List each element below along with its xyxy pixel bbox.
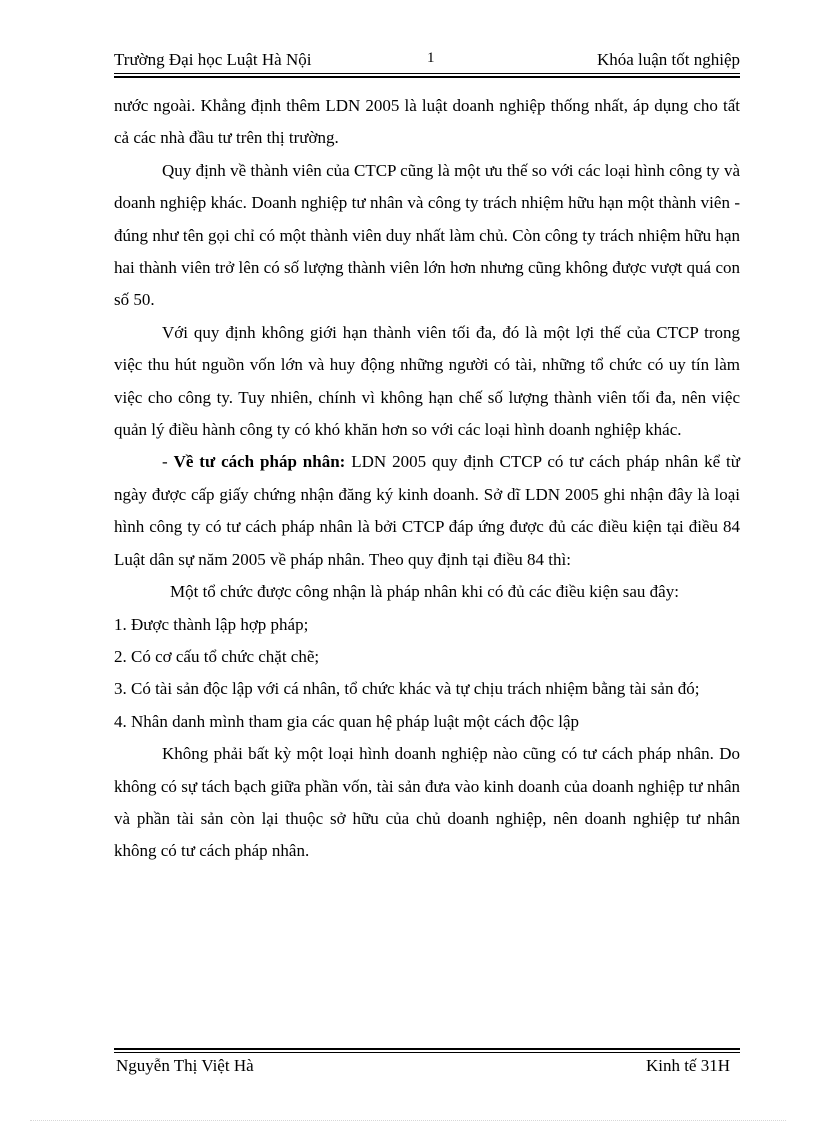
header-page-number: 1 bbox=[427, 50, 435, 66]
paragraph-2: Quy định về thành viên của CTCP cũng là một ưu thế so với các loại hình công ty và doanh nghiệp khác. Doanh nghiệp tư nhân và công ty trách nhiệm hữu hạn một thành viên - đúng như tên gọi chỉ có một thành viên duy nhất làm chủ. Còn công ty trách nhiệm hữu hạn hai thành viên trở lên có số lượng thành viên lớn hơn nhưng cũng không được vượt quá con số 50. bbox=[114, 160, 740, 310]
footer-author: Nguyễn Thị Việt Hà bbox=[116, 1056, 254, 1075]
paragraph-4-text: LDN 2005 quy định CTCP có tư cách pháp nhân kể từ ngày được cấp giấy chứng nhận đăng ký kinh doanh. Sở dĩ LDN 2005 ghi nhận đây là loại hình công ty có tư cách pháp nhân là bởi CTCP đáp ứng được đủ các điều kiện tại điều 84 Luật dân sự năm 2005 về pháp nhân. Theo quy định tại điều 84 thì: bbox=[114, 452, 740, 569]
footer-class: Kinh tế 31H bbox=[645, 1056, 730, 1075]
list-item-4: 4. Nhân danh mình tham gia các quan hệ pháp luật một cách độc lập bbox=[114, 711, 579, 731]
paragraph-4-heading: Về tư cách pháp nhân: bbox=[173, 452, 346, 472]
header-university: Trường Đại học Luật Hà Nội bbox=[114, 50, 312, 69]
footer-rule-thick bbox=[114, 1048, 740, 1050]
header-rule-thick bbox=[114, 76, 740, 78]
header-thesis-label: Khóa luận tốt nghiệp bbox=[596, 50, 740, 69]
paragraph-1: nước ngoài. Khẳng định thêm LDN 2005 là luật doanh nghiệp thống nhất, áp dụng cho tất cả các nhà đầu tư trên thị trường. bbox=[114, 96, 740, 148]
page-header bbox=[114, 48, 740, 72]
list-item-3: 3. Có tài sản độc lập với cá nhân, tổ chức khác và tự chịu trách nhiệm bằng tài sản đó; bbox=[114, 679, 700, 699]
footer-rule-thin bbox=[114, 1052, 740, 1053]
page-footer bbox=[114, 1054, 740, 1078]
paragraph-4-prefix: - bbox=[162, 452, 174, 472]
paragraph-3: Với quy định không giới hạn thành viên tối đa, đó là một lợi thế của CTCP trong việc thu hút nguồn vốn lớn và huy động những người có tài, những tổ chức có uy tín làm việc cho công ty. Tuy nhiên, chính vì không hạn chế số lượng thành viên tối đa, nên việc quản lý điều hành công ty có khó khăn hơn so với các loại hình doanh nghiệp khác. bbox=[114, 322, 740, 440]
paragraph-4 bbox=[114, 446, 740, 576]
header-rule-thin bbox=[114, 73, 740, 74]
page-edge-divider bbox=[30, 1120, 786, 1121]
paragraph-6: Không phải bất kỳ một loại hình doanh nghiệp nào cũng có tư cách pháp nhân. Do không có sự tách bạch giữa phần vốn, tài sản đưa vào kinh doanh của doanh nghiệp tư nhân và phần tài sản còn lại thuộc sở hữu của chủ doanh nghiệp, nên doanh nghiệp tư nhân không có tư cách pháp nhân. bbox=[114, 744, 740, 861]
list-item-1: 1. Được thành lập hợp pháp; bbox=[114, 614, 309, 634]
paragraph-5: Một tổ chức được công nhận là pháp nhân khi có đủ các điều kiện sau đây: bbox=[170, 582, 679, 602]
list-item-2: 2. Có cơ cấu tổ chức chặt chẽ; bbox=[114, 646, 320, 666]
body-text bbox=[114, 90, 740, 868]
